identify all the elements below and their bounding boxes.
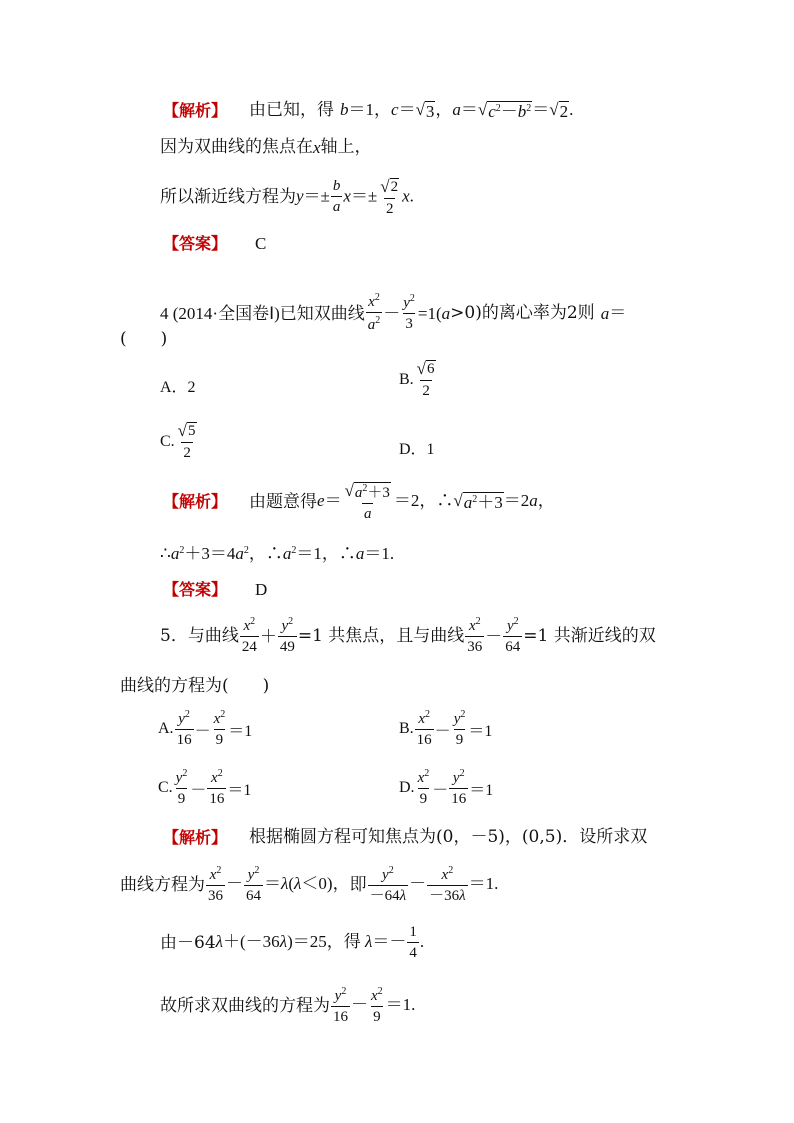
q3-answer: C [255,234,267,253]
q4-option-c-label: C. [160,432,175,450]
q4-option-a-label: A．2 [160,379,196,396]
q5-analysis2-math: $\frac{x^2}{36}$ － $\frac{y^2}{64}$ ＝λ(λ＜0)， [208,865,350,904]
q5-option-a: A. $\frac{y^2}{16}$ － $\frac{x^2}{9}$ ＝1 [158,709,253,748]
q3-line-3 [0,177,794,217]
q3-analysis-text: 由已知，得 [249,100,335,120]
q4-option-d [399,436,435,459]
q5-analysis2-prefix: 曲线方程为 [120,874,205,895]
q4-answer-line [0,581,794,598]
q4-answer: D [255,580,268,599]
q5-stem-suffix: =1 共渐近线的双 [523,625,656,646]
q5-stem: 5．与曲线 $\frac{x^2}{24}$ ＋ $\frac{y^2}{49}$ =1 共焦点，且与曲线 $\frac{x^2}{36}$ － $\frac{y^2}{64}$ =1 共渐近线的双 [160,616,656,655]
q5-stem-mid: =1 共焦点，且与曲线 [297,625,465,646]
q3-answer-line [0,235,794,252]
q5-line3-math: λ＋(－36λ)＝25，得 λ＝－ $\frac{1}{4}$ . [215,924,425,961]
q5-analysis2-mid: 即 [349,874,367,895]
q5-option-d-label: D. [399,779,415,796]
q4-stem: 4 (2014·全国卷Ⅰ)已知双曲线 $\frac{x^2}{a^2}$ － $\frac{y^2}{3}$ =1( a >0)的离心率为2则 a ＝ [160,292,627,333]
q5-analysis-line-3 [0,920,794,966]
q5-analysis-line-4 [0,983,794,1029]
q5-analysis-line [0,829,794,846]
q3-math-1: b＝1，c＝ √ 3 ，a＝ √ $c^2-b^2$ ＝ √ 2 . [340,100,574,121]
q5-stem-line-2 [0,678,794,695]
q4-option-b: B. √ 6 2 [399,359,435,399]
q5-option-b: B. $\frac{x^2}{16}$ － $\frac{y^2}{9}$ ＝1 [399,709,493,748]
q4-analysis-math-2: $\therefore a^2+3=4a^2$，$\therefore a^2=1$，∴a＝1. [160,544,395,563]
q5-option-a-label: A. [158,720,174,737]
q5-line4-prefix: 故所求双曲线的方程为 [160,995,330,1016]
answer-tag: 【答案】 [163,579,228,599]
q4-blank: ( ) [120,329,168,349]
q4-option-a [160,374,196,397]
q5-line3-prefix: 由－64 [160,932,216,953]
q4-blank-line [0,331,794,348]
q5-analysis-text: 根据椭圆方程可知焦点为(0，－5)，(0,5)．设所求双 [249,827,648,847]
q5-stem-line2: 曲线的方程为( ) [120,676,270,696]
q5-stem-prefix: 5．与曲线 [160,625,239,646]
q5-option-c-label: C. [158,779,173,796]
q5-option-b-label: B. [399,720,414,737]
q3-analysis-line [0,101,794,120]
q4-frac-x: $\frac{x^2}{a^2}$ [367,292,381,333]
q4-stem-mid: =1( [417,303,442,323]
analysis-tag: 【解析】 [163,100,228,120]
q3-line2-var: x [313,138,321,157]
q3-line2-end: 轴上， [320,137,372,157]
q4-analysis-line [0,480,794,524]
q5-option-d: D. $\frac{x^2}{9}$ － $\frac{y^2}{16}$ ＝1 [399,768,494,807]
q3-line-2 [0,139,794,156]
q4-analysis-line-2 [0,545,794,562]
q5-line4-math: $\frac{y^2}{16}$ － $\frac{x^2}{9}$ ＝1. [333,986,416,1025]
q4-analysis-math: e＝ √ $a^2+3$ a ＝2，∴ √ $a^2+3$ ＝2a， [317,481,555,522]
q5-option-c: C. $\frac{y^2}{9}$ － $\frac{x^2}{16}$ ＝1 [158,768,252,807]
q4-option-d-label: D．1 [399,441,435,458]
q5-analysis2-math-b: $\frac{y^2}{-64\lambda}$ － $\frac{x^2}{-36\lambda}$ ＝1. [369,865,499,904]
q3-line2-text: 因为双曲线的焦点在 [160,137,313,157]
q4-stem-prefix: 4 (2014·全国卷Ⅰ)已知双曲线 [160,303,365,323]
q3-line3-text: 所以渐近线方程为 [160,186,296,207]
analysis-tag: 【解析】 [163,492,228,511]
q3-asymptote-formula: y＝± $\frac{b}{a}$ x＝± √ 2 2 x. [296,176,414,217]
answer-tag: 【答案】 [163,233,228,253]
q4-analysis-text: 由题意得 [249,491,318,512]
q4-option-c: C. √ 5 2 [160,421,196,461]
q4-frac-y: $\frac{y^2}{3}$ [403,293,415,332]
q4-stem-suffix: >0)的离心率为2则 [450,302,595,323]
analysis-tag: 【解析】 [163,827,228,847]
q5-analysis-line-2 [0,862,794,908]
q4-option-b-label: B. [399,370,414,388]
